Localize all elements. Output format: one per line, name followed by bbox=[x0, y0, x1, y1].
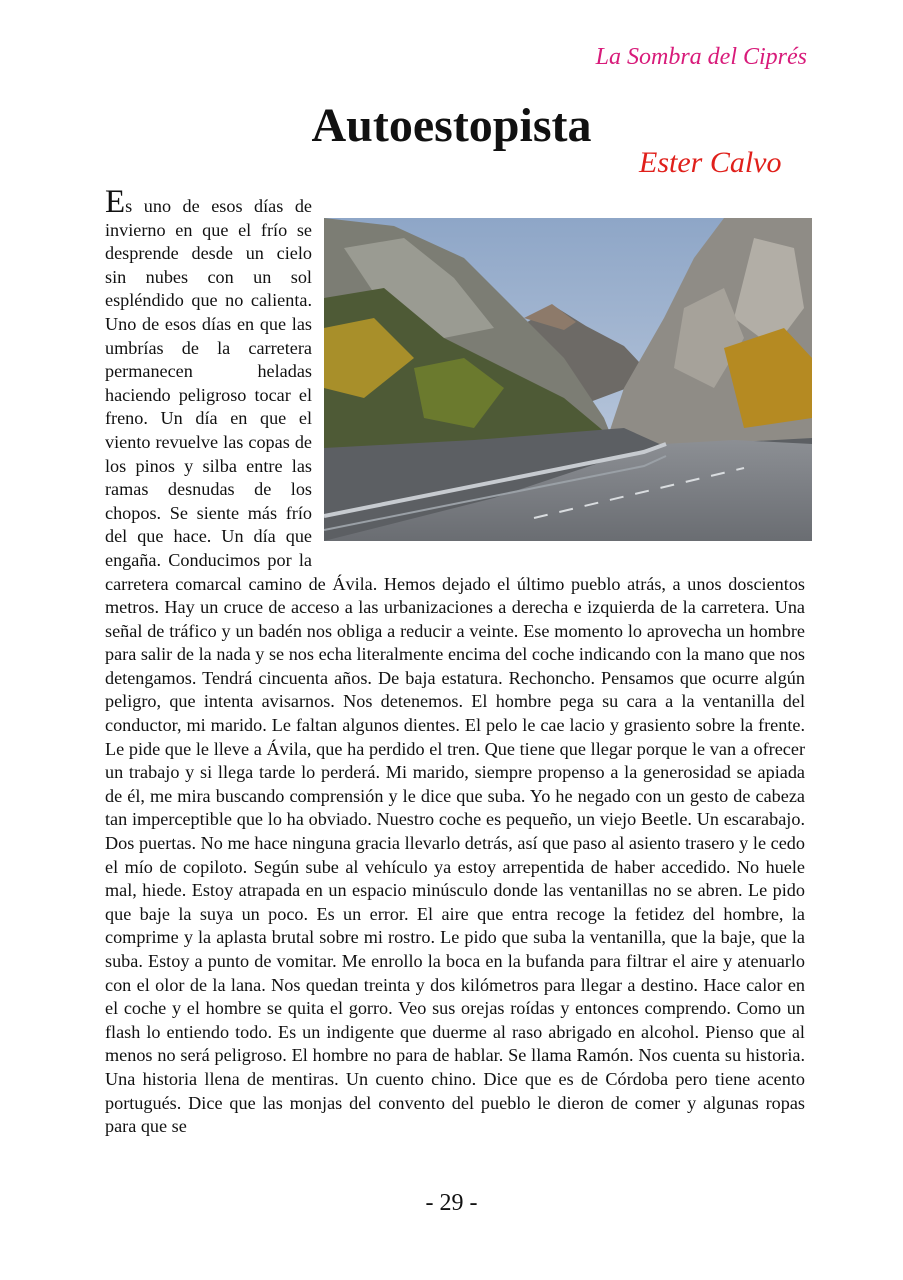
article-author: Ester Calvo bbox=[639, 146, 782, 179]
article-body bbox=[105, 184, 805, 1139]
page-number: - 29 - bbox=[425, 1190, 478, 1216]
mountain-road-photo bbox=[324, 218, 812, 541]
article-body-text: s uno de esos días de invierno en que el frío se desprende desde un cielo sin nubes con un sol espléndido que no calienta. Uno de esos días en que las umbrías de la carretera permanecen heladas haciendo peligroso tocar el freno. Un día en que el viento revuelve las copas de los pinos y silba entre las ramas desnudas de los chopos. Se siente más frío del que hace. Un día que engaña. Conducimos por la carretera comarcal camino de Ávila. Hemos dejado el último pueblo atrás, a unos doscientos metros. Hay un cruce de acceso a las urbanizaciones a derecha e izquierda de la carretera. Una señal de tráfico y un badén nos obliga a reducir a veinte. Ese momento lo aprovecha un hombre para salir de la nada y se nos echa literalmente encima del coche indicando con la mano que nos detengamos. Tendrá cincuenta años. De baja estatura. Rechoncho. Pensamos que ocurre algún peligro, que intenta avisarnos. Nos detenemos. El hombre pega su cara a la ventanilla del conductor, mi marido. Le faltan algunos dientes. El pelo le cae lacio y grasiento sobre la frente. Le pide que le lleve a Ávila, que ha perdido el tren. Que tiene que llegar porque le van a ofrecer un trabajo y si llega tarde lo perderá. Mi marido, siempre propenso a la generosidad se apiada de él, me mira buscando comprensión y le dice que suba. Yo he negado con un gesto de cabeza tan imperceptible que lo ha obviado. Nuestro coche es pequeño, un viejo Beetle. Un escarabajo. Dos puertas. No me hace ninguna gracia llevarlo detrás, así que paso al asiento trasero y le cedo el mío de copiloto. Según sube al vehículo ya estoy arrepentida de haber accedido. No huele mal, hiede. Estoy atrapada en un espacio minúsculo donde las ventanillas no se abren. Le pido que baje la suya un poco. Es un error. El aire que entra recoge la fetidez del hombre, la comprime y la aplasta brutal sobre mi rostro. Le pido que suba la ventanilla, que la baje, que la suba. Estoy a punto de vomitar. Me enrollo la boca en la bufanda para filtrar el aire y atenuarlo con el olor de la lana. Nos quedan treinta y dos kilómetros para llegar a destino. Hace calor en el coche y el hombre se quita el gorro. Veo sus orejas roídas y entonces comprendo. Como un flash lo entiendo todo. Es un indigente que duerme al raso abrigado en alcohol. Pienso que al menos no será peligroso. El hombre no para de hablar. Se llama Ramón. Nos cuenta su historia. Una historia llena de mentiras. Un cuento chino. Dice que es de Córdoba pero tiene acento portugués. Dice que las monjas del convento del pueblo le dieron de comer y algunas ropas para que se bbox=[105, 196, 805, 1137]
article-title: Autoestopista bbox=[311, 99, 592, 152]
drop-cap: E bbox=[105, 184, 126, 220]
series-title: La Sombra del Ciprés bbox=[595, 44, 807, 70]
